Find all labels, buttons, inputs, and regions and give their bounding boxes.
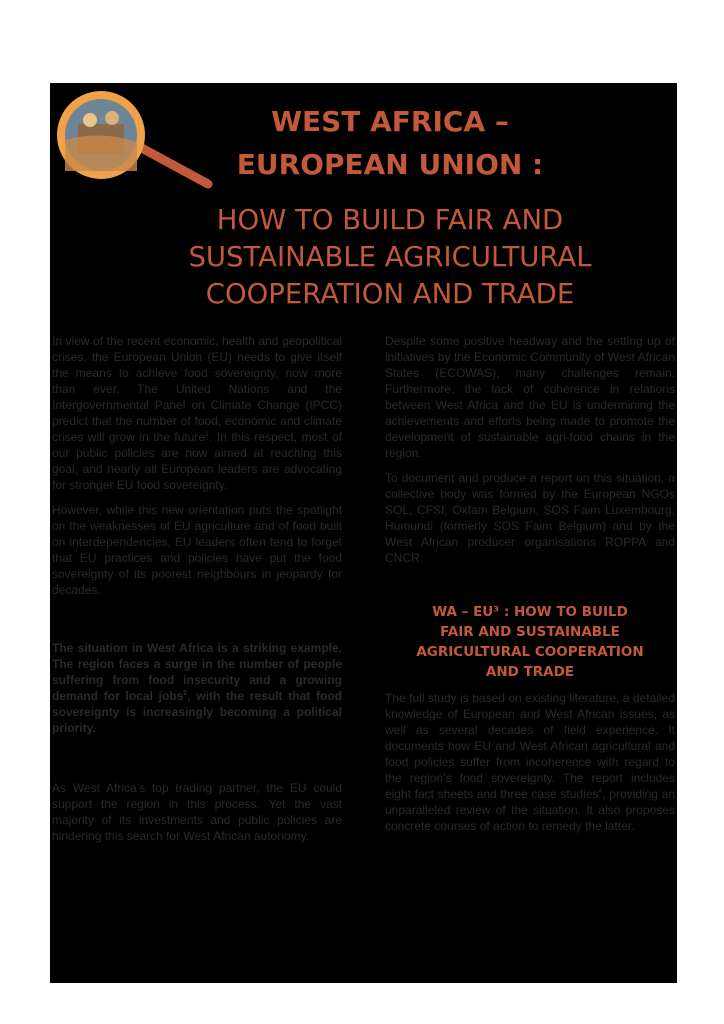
study-heading bbox=[385, 602, 675, 682]
footnote-ref: 1 bbox=[205, 431, 209, 438]
subtitle-line-2: SUSTAINABLE AGRICULTURAL bbox=[188, 241, 592, 273]
orientation-paragraph: However, while this new orientation puts the spotlight on the weaknesses of EU agriculture and of food built on interdependencies, EU leaders often tend to forget that EU practices and policies have put the food sovereignty of its poorest neighbours in jeopardy for decades. bbox=[52, 503, 342, 597]
page-title-line-1: WEST AFRICA – bbox=[271, 105, 509, 138]
study-heading-line-3: AGRICULTURAL COOPERATION bbox=[416, 644, 644, 660]
lead-text: The situation in West Africa is a striking example. The region faces a surge in the number of people suffering from food insecurity and a growing demand for local jobs bbox=[52, 641, 342, 703]
page-subtitle bbox=[150, 202, 630, 313]
right-column bbox=[385, 333, 675, 843]
trading-partner-paragraph: As West Africa’s top trading partner, the EU could support the region in this process. Yet the vast majority of its investments and public policies are hindering this search for West African autonomy. bbox=[52, 781, 342, 843]
west-africa-lead-paragraph bbox=[52, 640, 342, 736]
lead-text-tail: , with the result that food sovereignty is increasingly becoming a political priority. bbox=[52, 689, 342, 735]
ecowas-paragraph: Despite some positive headway and the setting up of initiatives by the Economic Community of West African States (ECOWAS), many challenges remain. Furthermore, the lack of coherence in relations between West Africa and the EU is undermining the achievements and efforts being made to promote the development of sustainable agri-food chains in the region. bbox=[385, 334, 675, 460]
collective-body-paragraph: To document and produce a report on this situation, a collective body was formed by the European NGOs SOL, CFSI, Oxfam Belgium, SOS Faim Luxembourg, Humundi (formerly SOS Faim Belgium) and by the West African producer organisations ROPPA and CNCR. bbox=[385, 471, 675, 565]
footnote-ref: 4 bbox=[598, 788, 603, 795]
footnote-ref: 2 bbox=[183, 690, 188, 697]
left-column bbox=[52, 333, 342, 853]
intro-text: In view of the recent economic, health and geopolitical crises, the European Union (EU) needs to give itself the means to achieve food sovereignty, now more than ever. The United Nations and the Intergovernmental Panel on Climate Change (IPCC) predict that the number of food, economic and climate crises will grow in the future bbox=[52, 334, 342, 444]
study-text: The full study is based on existing literature, a detailed knowledge of European and West African issues, as well as several decades of field experience. It documents how EU and West African agricultural and food policies suffer from incoherence with regard to the region’s food sovereignty. The report includes eight fact sheets and three case studies bbox=[385, 691, 675, 801]
title-block bbox=[150, 100, 630, 313]
study-heading-line-1: WA – EU³ : HOW TO BUILD bbox=[432, 604, 628, 620]
intro-paragraph bbox=[52, 333, 342, 493]
page-title-line-2: EUROPEAN UNION : bbox=[236, 148, 544, 181]
full-study-paragraph bbox=[385, 690, 675, 834]
subtitle-line-3: COOPERATION AND TRADE bbox=[205, 278, 575, 310]
study-heading-line-4: AND TRADE bbox=[485, 664, 575, 680]
study-text-tail: , providing an unparalleled review of the situation. It also proposes concrete courses of action to remedy the latter. bbox=[385, 787, 676, 833]
study-heading-line-2: FAIR AND SUSTAINABLE bbox=[440, 624, 620, 640]
intro-text-tail: . In this respect, most of our public policies are now aimed at reaching this goal, and nearly all European leaders are advocating for stronger EU food sovereignty. bbox=[52, 430, 342, 492]
subtitle-line-1: HOW TO BUILD FAIR AND bbox=[216, 204, 564, 236]
